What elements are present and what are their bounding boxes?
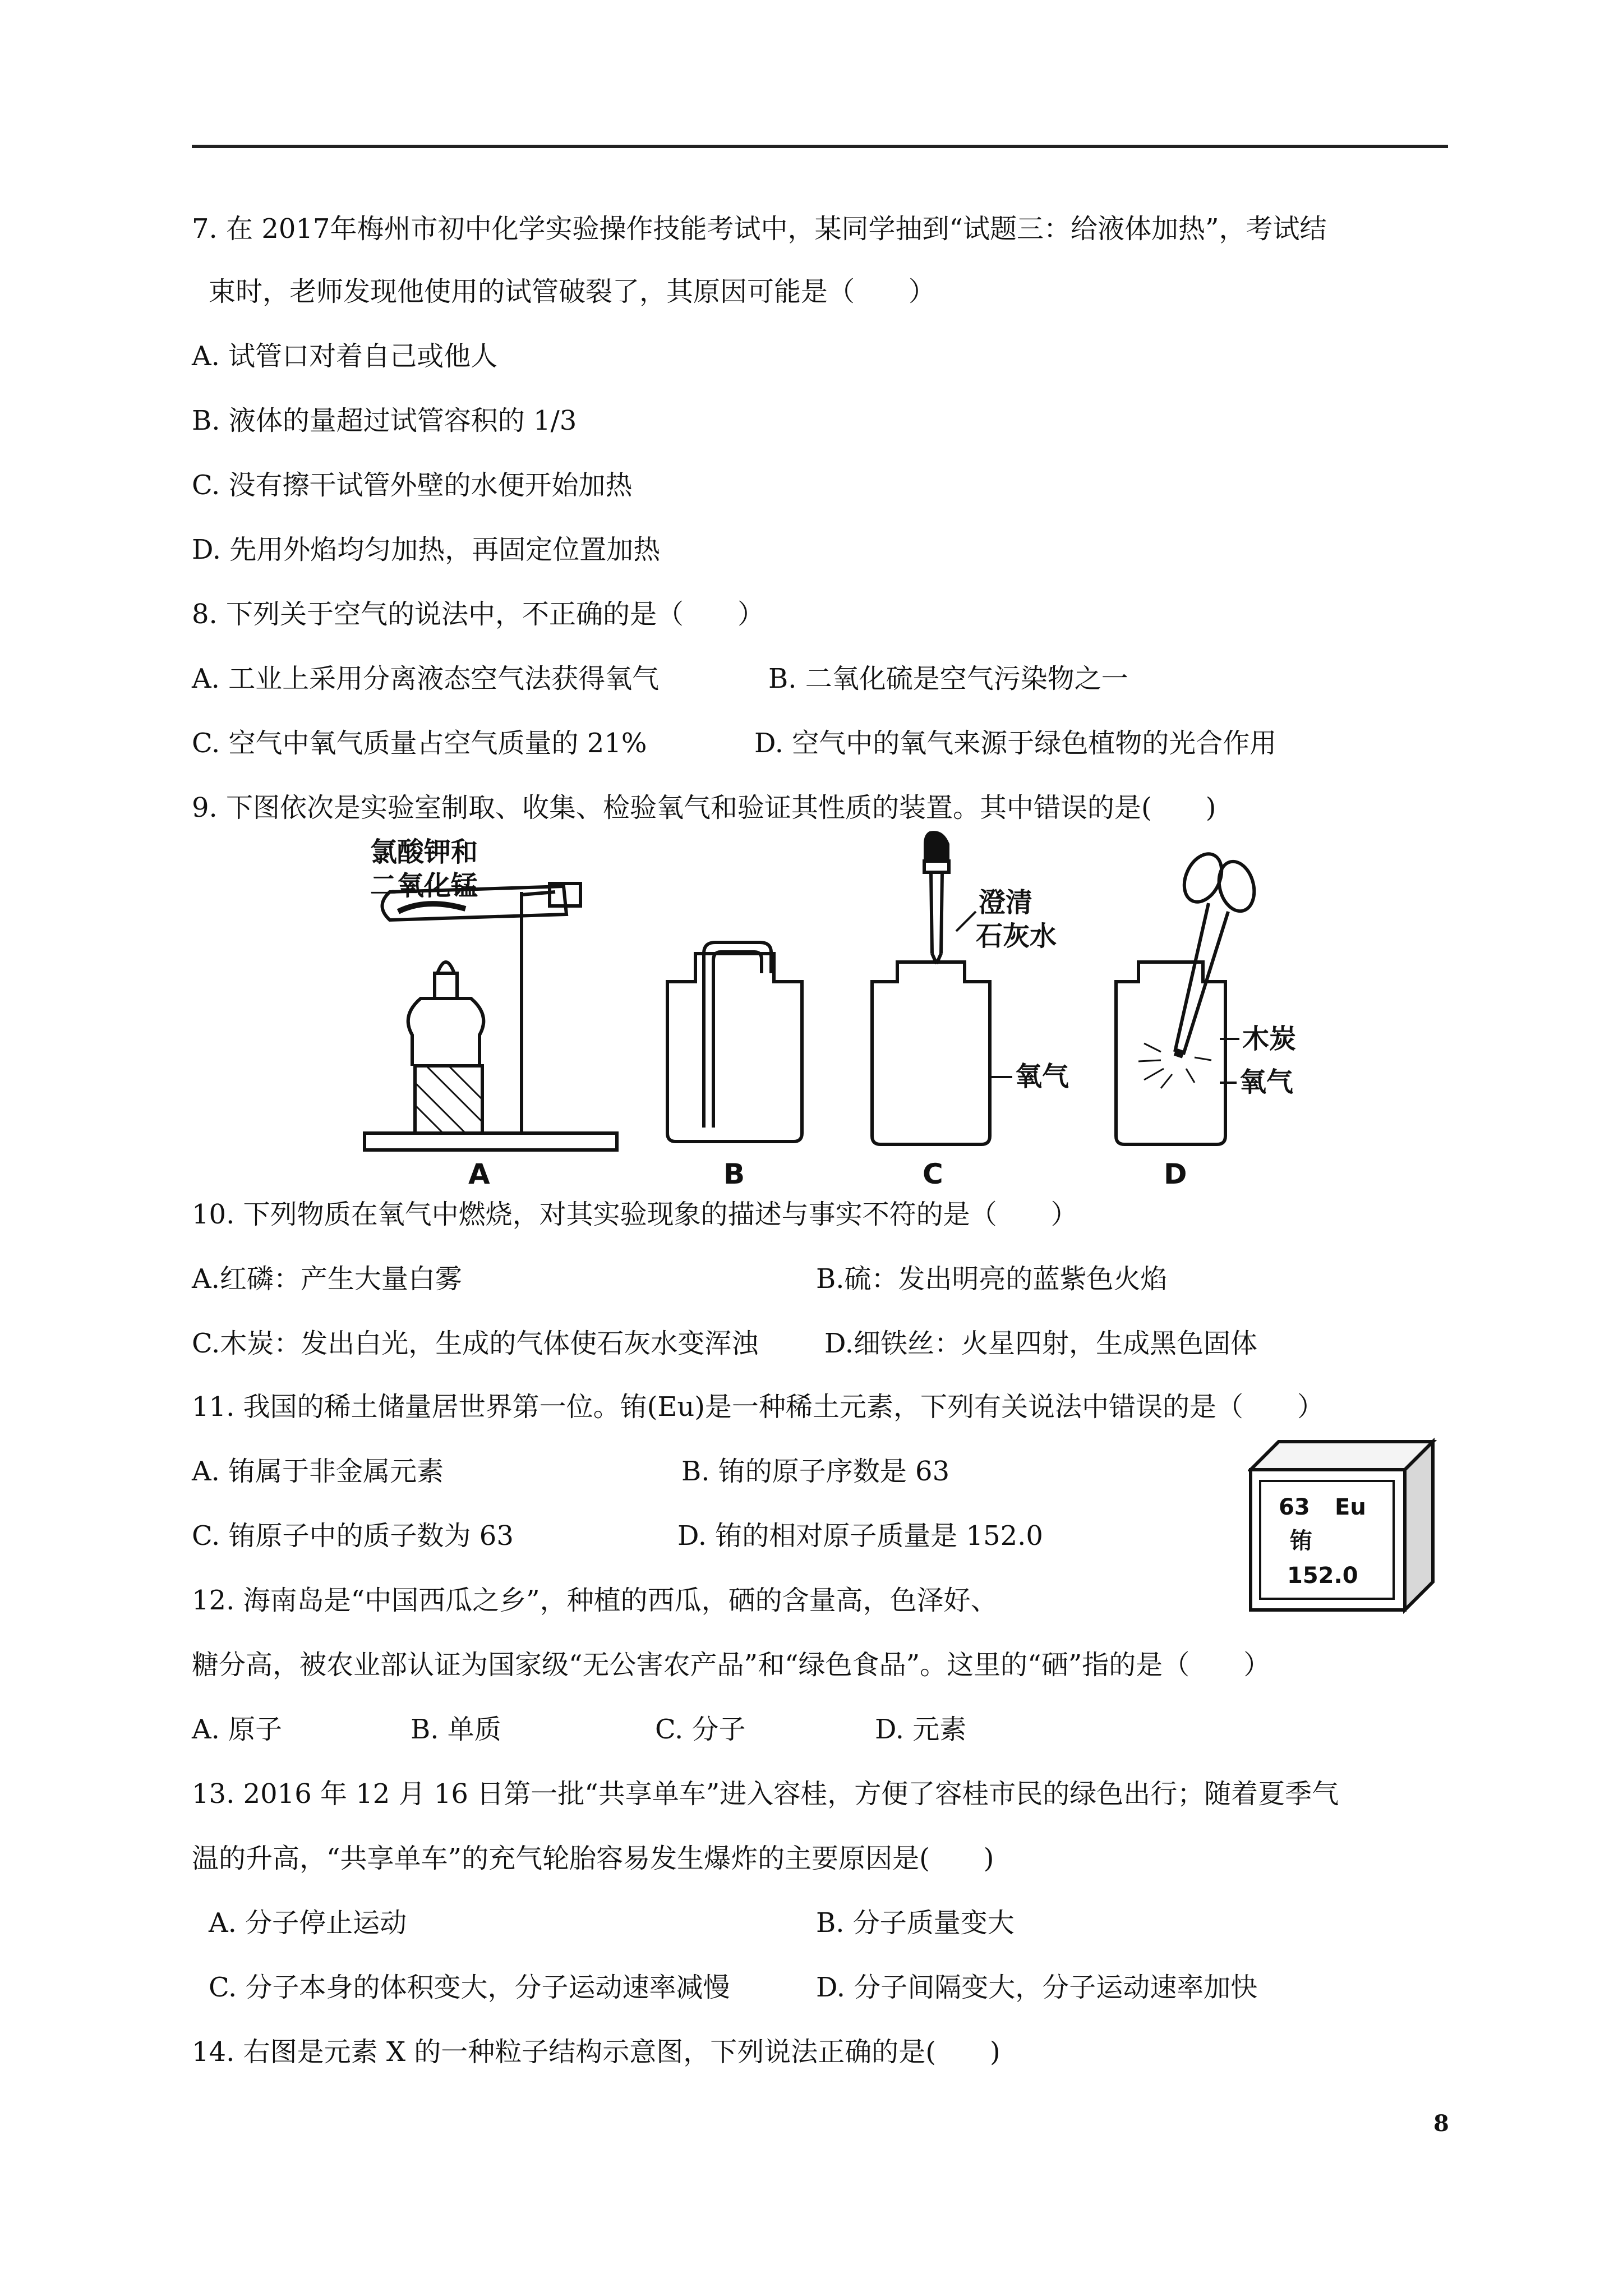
fig-c-label-line1: 澄清 — [979, 887, 1033, 918]
q10-option-c: C.木炭：发出白光，生成的气体使石灰水变浑浊 — [192, 1328, 759, 1359]
q7-stem-line1: 7. 在 2017年梅州市初中化学实验操作技能考试中，某同学抽到“试题三：给液体加热”，考试结 — [192, 213, 1327, 245]
fig-c-label-line2: 石灰水 — [976, 921, 1057, 952]
fig-a-label-line2: 二氧化锰 — [370, 870, 478, 901]
q10-option-d: D.细铁丝：火星四射，生成黑色固体 — [824, 1328, 1258, 1359]
q14-stem: 14. 右图是元素 X 的一种粒子结构示意图，下列说法正确的是( ) — [192, 2036, 1000, 2068]
q13-option-b: B. 分子质量变大 — [816, 1907, 1015, 1939]
element-atomic-mass: 152.0 — [1287, 1563, 1358, 1589]
q11-option-d: D. 铕的相对原子质量是 152.0 — [677, 1520, 1043, 1552]
q7-stem-line2: 束时，老师发现他使用的试管破裂了，其原因可能是（ ） — [209, 276, 936, 307]
q8-option-b: B. 二氧化硫是空气污染物之一 — [768, 663, 1128, 694]
q10-stem: 10. 下列物质在氧气中燃烧，对其实验现象的描述与事实不符的是（ ） — [192, 1199, 1078, 1230]
q9-stem: 9. 下图依次是实验室制取、收集、检验氧气和验证其性质的装置。其中错误的是( ) — [192, 792, 1216, 823]
page-number: 8 — [1433, 2110, 1449, 2137]
element-tile-figure — [1248, 1436, 1438, 1621]
q12-option-d: D. 元素 — [875, 1714, 967, 1745]
q11-option-b: B. 铕的原子序数是 63 — [681, 1456, 950, 1487]
q12-option-c: C. 分子 — [655, 1714, 746, 1745]
fig-c-gas-label: 氧气 — [1015, 1061, 1069, 1092]
q8-option-c: C. 空气中氧气质量占空气质量的 21% — [192, 728, 647, 759]
q11-option-c: C. 铕原子中的质子数为 63 — [192, 1520, 514, 1552]
q9-apparatus-figure — [336, 830, 1430, 1195]
q10-option-b: B.硫：发出明亮的蓝紫色火焰 — [816, 1263, 1168, 1295]
fig-caption-c: C — [923, 1158, 943, 1190]
fig-caption-d: D — [1164, 1158, 1187, 1190]
q8-option-d: D. 空气中的氧气来源于绿色植物的光合作用 — [754, 728, 1277, 759]
q12-stem-line1: 12. 海南岛是“中国西瓜之乡”，种植的西瓜，硒的含量高，色泽好、 — [192, 1585, 998, 1616]
q8-stem: 8. 下列关于空气的说法中，不正确的是（ ） — [192, 599, 765, 630]
q13-stem-line1: 13. 2016 年 12 月 16 日第一批“共享单车”进入容桂，方便了容桂市民的绿色出行；随着夏季气 — [192, 1778, 1339, 1810]
q13-option-a: A. 分子停止运动 — [209, 1907, 407, 1939]
q10-option-a: A.红磷：产生大量白雾 — [192, 1263, 462, 1295]
header-rule — [192, 145, 1448, 148]
q7-option-c: C. 没有擦干试管外壁的水便开始加热 — [192, 470, 633, 501]
fig-d-gas-label: 氧气 — [1239, 1066, 1294, 1098]
element-name: 铕 — [1290, 1528, 1312, 1554]
fig-a-label-line1: 氯酸钾和 — [370, 836, 478, 868]
q12-stem-line2: 糖分高，被农业部认证为国家级“无公害农产品”和“绿色食品”。这里的“硒”指的是（ ） — [192, 1649, 1271, 1681]
q13-option-d: D. 分子间隔变大，分子运动速率加快 — [816, 1972, 1258, 2003]
fig-caption-a: A — [468, 1158, 490, 1190]
q12-option-b: B. 单质 — [411, 1714, 501, 1745]
q13-option-c: C. 分子本身的体积变大，分子运动速率减慢 — [209, 1972, 730, 2003]
q7-option-d: D. 先用外焰均匀加热，再固定位置加热 — [192, 534, 661, 565]
element-symbol: Eu — [1335, 1494, 1366, 1520]
fig-caption-b: B — [723, 1158, 745, 1190]
element-atomic-number: 63 — [1279, 1494, 1310, 1520]
q13-stem-line2: 温的升高，“共享单车”的充气轮胎容易发生爆炸的主要原因是( ) — [192, 1843, 994, 1874]
fig-d-charcoal-label: 木炭 — [1242, 1023, 1297, 1055]
q12-option-a: A. 原子 — [192, 1714, 283, 1745]
q11-stem: 11. 我国的稀土储量居世界第一位。铕(Eu)是一种稀土元素，下列有关说法中错误的是（ ） — [192, 1391, 1325, 1423]
q7-option-b: B. 液体的量超过试管容积的 1/3 — [192, 405, 577, 436]
q11-option-a: A. 铕属于非金属元素 — [192, 1456, 444, 1487]
q7-option-a: A. 试管口对着自己或他人 — [192, 341, 498, 372]
q8-option-a: A. 工业上采用分离液态空气法获得氧气 — [192, 663, 660, 694]
